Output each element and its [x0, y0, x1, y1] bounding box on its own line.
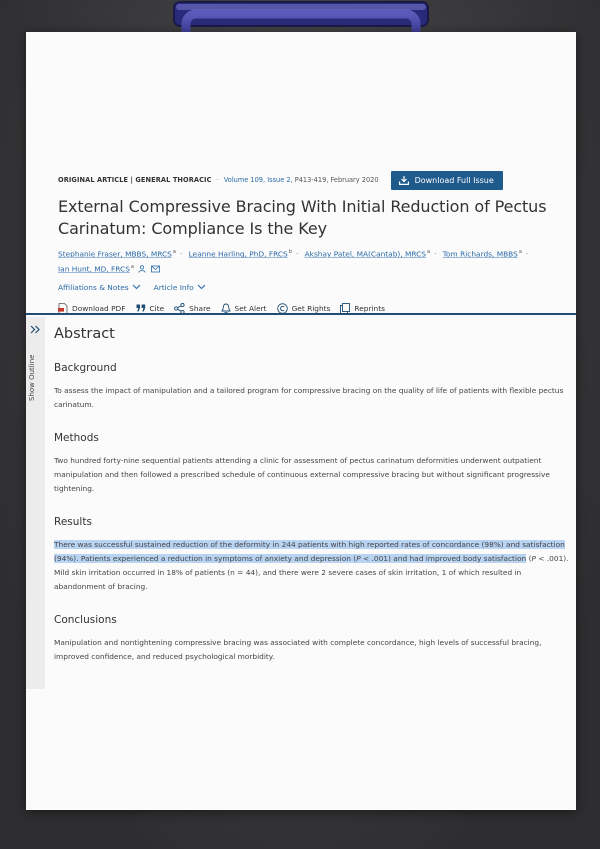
person-icon[interactable] [138, 265, 146, 273]
download-pdf-label: Download PDF [72, 303, 126, 313]
conclusions-text: Manipulation and nontightening compressive bracing was associated with complete concordance, high levels of successful bracing, improved confidence, and reduced psychological morbidity. [54, 638, 542, 661]
author-link[interactable]: Leanne Harling, PhD, FRCS [188, 249, 288, 259]
volume-link[interactable]: Volume 109, Issue 2 [223, 176, 291, 184]
author-list [58, 246, 572, 276]
results-text-part: ( [526, 554, 532, 563]
methods-text: Two hundred forty-nine sequential patients attending a clinic for assessment of pectus carinatum deformities underwent outpatient manipulation and then followed a prescribed schedule of continuous external compressive bracing but without significant progressive tightening. [54, 456, 550, 493]
author-sup: a [130, 263, 134, 270]
download-full-issue-label: Download Full Issue [414, 175, 494, 185]
show-outline-panel[interactable] [26, 317, 45, 689]
conclusions-heading: Conclusions [54, 614, 117, 626]
author-sup: a [518, 249, 522, 255]
set-alert-label: Set Alert [234, 303, 267, 313]
abstract-section [54, 317, 574, 664]
share-label: Share [189, 303, 211, 313]
download-icon [399, 176, 409, 185]
quote-icon [136, 304, 146, 312]
results-heading: Results [54, 516, 92, 528]
paper-sheet [26, 32, 576, 810]
chevron-down-icon [197, 284, 206, 290]
methods-heading: Methods [54, 432, 99, 444]
article-type: ORIGINAL ARTICLE | GENERAL THORACIC [58, 176, 212, 184]
author-link[interactable]: Ian Hunt, MD, FRCS [58, 264, 130, 274]
author-sup: b [288, 249, 292, 255]
article-info-label: Article Info [153, 282, 194, 292]
abstract-heading: Abstract [54, 326, 115, 342]
results-text [54, 538, 570, 594]
article-toggles [58, 283, 572, 292]
cite-button[interactable] [136, 304, 165, 313]
article-info-toggle[interactable] [154, 283, 206, 292]
results-highlight: There was successful sustained reduction of the deformity in 244 patients with high reported rates of concordance (98%) and satisfaction (94%). Patients experienced a reduction in symptoms of anxiety and depression ( [54, 540, 565, 563]
results-text-part: < .001). Mild skin irritation occurred in 18% of patients (n = 44), and there were 2 severe cases of skin irritation, 1 of which resulted in abandonment of bracing. [54, 554, 569, 591]
download-full-issue-button[interactable] [391, 171, 503, 190]
get-rights-label: Get Rights [291, 303, 331, 313]
volume-pages: , P413-419, February 2020 [290, 176, 379, 184]
author-sup: a [172, 249, 176, 255]
background-heading: Background [54, 362, 117, 374]
meta-separator: · [216, 176, 219, 184]
author-separator: · [525, 249, 529, 259]
author-separator: · [295, 249, 299, 259]
email-icon[interactable] [151, 265, 160, 273]
p-value-italic: P [531, 554, 536, 563]
affiliations-label: Affiliations & Notes [58, 282, 129, 292]
header-divider [26, 313, 576, 315]
show-outline-label: Show Outline [28, 354, 36, 401]
double-chevron-right-icon [30, 325, 41, 334]
chevron-down-icon [132, 284, 141, 290]
p-value-italic: P [356, 554, 361, 563]
author-link[interactable]: Stephanie Fraser, MBBS, MRCS [58, 249, 172, 259]
author-separator: · [179, 249, 183, 259]
reprints-label: Reprints [354, 303, 385, 313]
article-meta [58, 170, 572, 190]
author-sup: a [426, 249, 431, 255]
article-title: External Compressive Bracing With Initial Reduction of Pectus Carinatum: Compliance Is the Key [58, 197, 547, 238]
cite-label: Cite [149, 303, 165, 313]
affiliations-toggle[interactable] [58, 283, 141, 292]
background-text: To assess the impact of manipulation and a tailored program for compressive bracing on the quality of life of patients with flexible pectus carinatum. [54, 386, 564, 409]
author-separator: · [434, 249, 437, 259]
results-highlight: < .001) and had improved body satisfaction [360, 554, 527, 563]
author-link[interactable]: Tom Richards, MBBS [442, 249, 518, 259]
author-link[interactable]: Akshay Patel, MA(Cantab), MRCS [304, 249, 426, 259]
